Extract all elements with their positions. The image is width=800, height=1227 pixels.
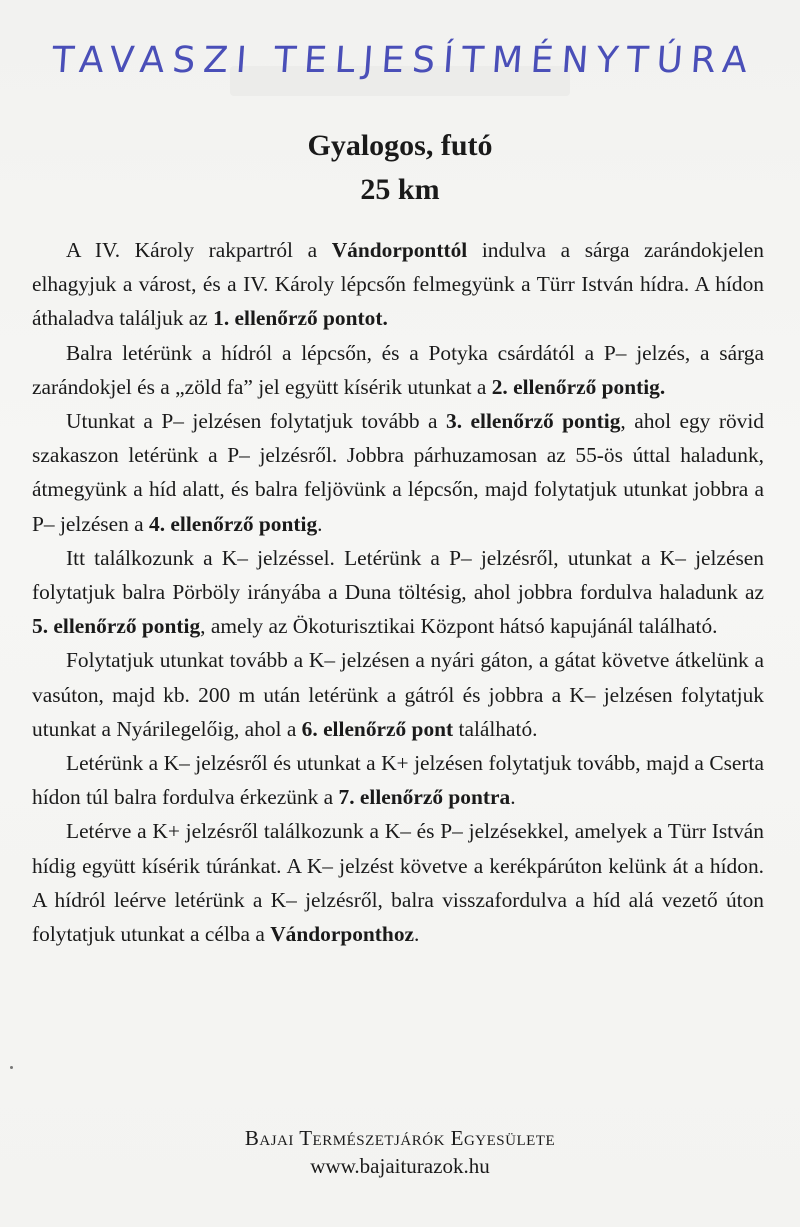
distance-heading: 25 km: [360, 173, 440, 206]
bold-text: Vándorponthoz: [270, 922, 415, 947]
paragraph: [32, 336, 764, 404]
bold-text: 7. ellenőrző pontra: [338, 785, 511, 810]
text-run: .: [414, 922, 420, 947]
website-link: www.bajaiturazok.hu: [310, 1154, 490, 1178]
bold-text: 6. ellenőrző pont: [301, 716, 454, 741]
text-run: Folytatjuk utunkat tovább a K– jelzésen a nyári gáton, a gátat követve átkelünk a vasúton, majd kb. 200 m után letérünk a gátról és jobbra a K– jelzésen folytatjuk utunkat a Nyárilegelőig, ahol a: [32, 648, 764, 741]
text-run: , amely az Ökoturisztikai Központ hátsó kapujánál található.: [200, 614, 718, 639]
scan-speck: [10, 1066, 13, 1069]
handwritten-title: TAVASZI TELJESÍTMÉNYTÚRA: [50, 40, 757, 81]
text-run: A IV. Károly rakpartról a: [66, 238, 332, 262]
bold-text: 4. ellenőrző pontig: [149, 511, 318, 536]
text-run: Letérünk a K– jelzésről és utunkat a K+ jelzésen folytatjuk tovább, majd a Cserta hídon túl balra fordulva érkezünk a: [32, 751, 764, 810]
text-run: Itt találkozunk a K– jelzéssel. Letérünk a P– jelzésről, utunkat a K– jelzésen folytatjuk balra Pörböly irányába a Duna töltésig, ahol jobbra fordulva haladunk az: [32, 545, 764, 605]
bold-text: 5. ellenőrző pontig: [32, 614, 201, 639]
bold-text: Vándorponttól: [331, 238, 468, 262]
text-run: található.: [453, 716, 538, 741]
bold-text: 2. ellenőrző pontig.: [491, 374, 666, 399]
route-description: [32, 233, 764, 951]
text-run: Balra letérünk a hídról a lépcsőn, és a Potyka csárdától a P– jelzés, a sárga zarándokjel és a „zöld fa” jel együtt kísérik utunkat a: [32, 340, 764, 399]
text-run: indulva a sárga zarándokjelen elhagyjuk a várost, és a IV. Károly lépcsőn felmegyünk a Türr István hídra. A hídon áthaladva találjuk az: [32, 238, 764, 331]
bold-text: 1. ellenőrző pontot.: [213, 306, 388, 331]
text-run: Utunkat a P– jelzésen folytatjuk tovább a: [66, 409, 447, 434]
paragraph: [32, 233, 764, 336]
text-run: Letérve a K+ jelzésről találkozunk a K– és P– jelzésekkel, amelyek a Türr István hídig együtt kísérik túránkat. A K– jelzést követve a kerékpárúton kelünk át a hídon. A hídról leérve letérünk a K– jelzésről, balra visszafordulva a híd alá vezető úton folytatjuk utunkat a célba a: [32, 819, 764, 947]
paragraph: [32, 541, 764, 644]
organization-name: Bajai Természetjárók Egyesülete: [244, 1126, 556, 1150]
text-run: , ahol egy rövid szakaszon letérünk a P– jelzésről. Jobbra párhuzamosan az 55-ös úttal haladunk, átmegyünk a híd alatt, és balra feljövünk a lépcsőn, majd folytatjuk utunkat jobbra a P– jelzésen a: [32, 409, 764, 536]
paragraph: [32, 404, 764, 541]
bold-text: 3. ellenőrző pontig: [446, 409, 621, 434]
route-type-heading: Gyalogos, futó: [307, 129, 493, 162]
paragraph: [32, 746, 764, 814]
text-run: .: [317, 511, 323, 536]
paragraph: [32, 814, 764, 951]
text-run: .: [510, 785, 516, 810]
paragraph: [32, 643, 764, 746]
